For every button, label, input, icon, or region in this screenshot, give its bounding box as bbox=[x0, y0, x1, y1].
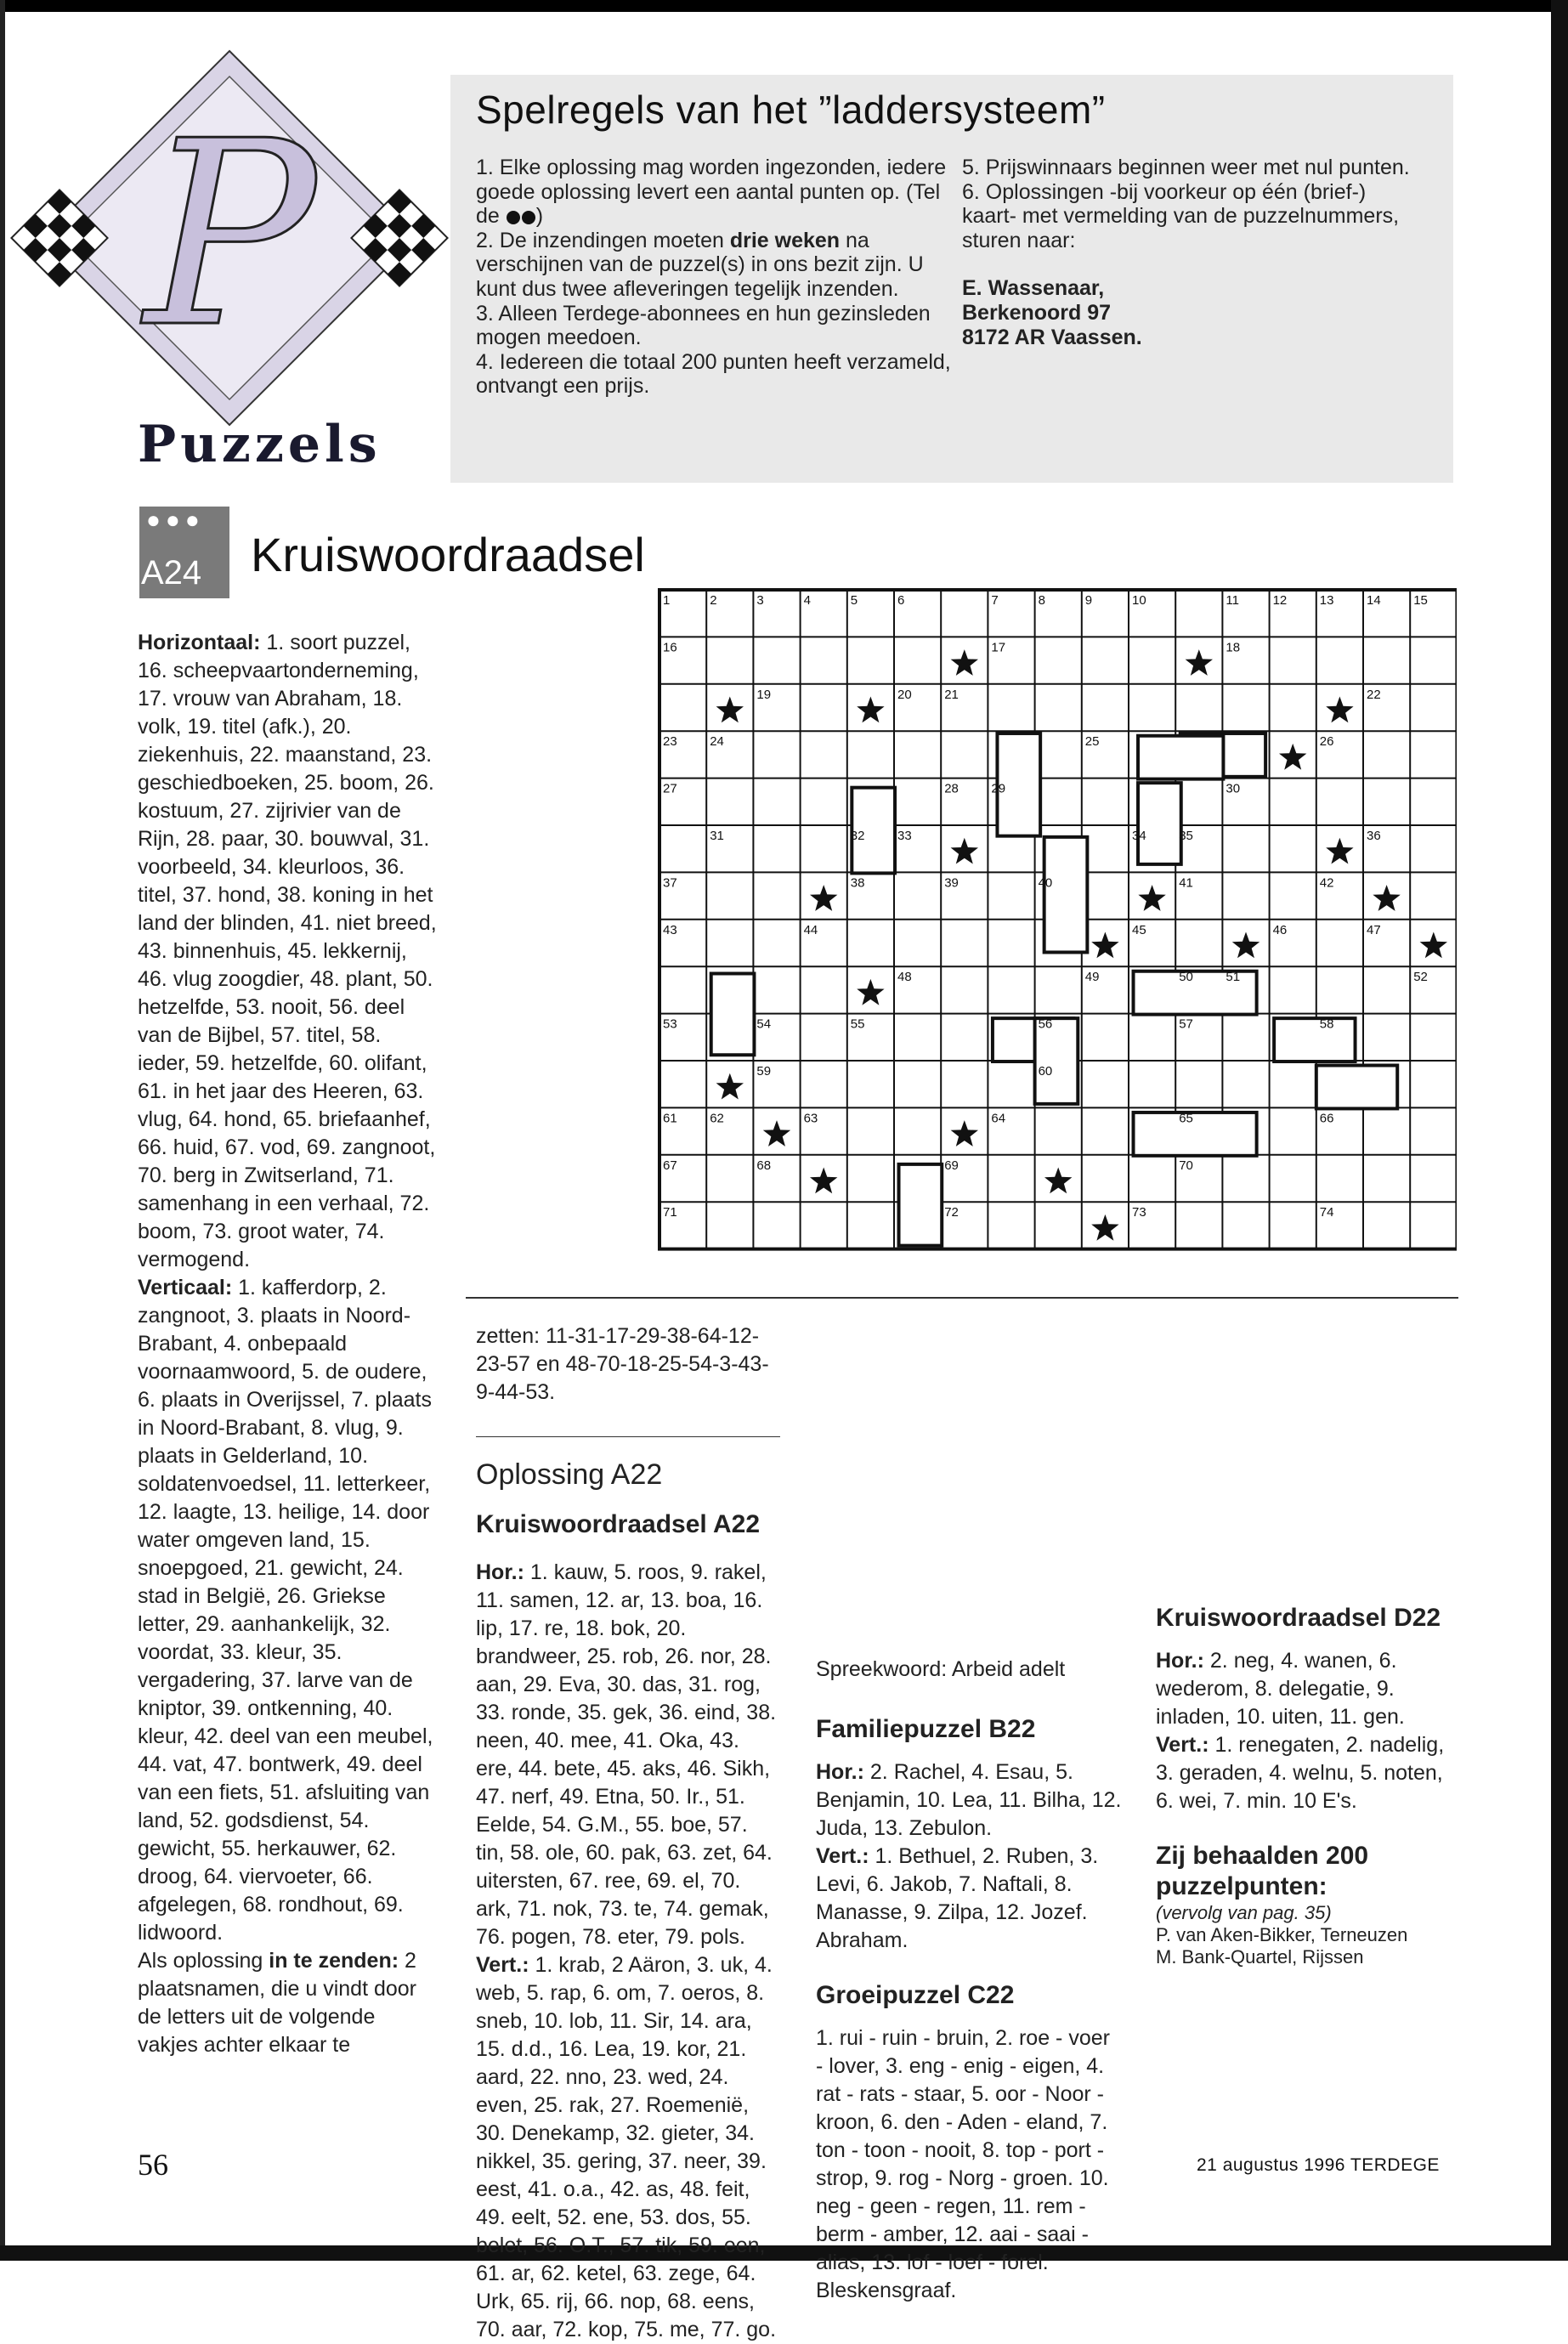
grid-number: 4 bbox=[803, 593, 811, 608]
grid-number: 12 bbox=[1272, 593, 1288, 608]
grid-block bbox=[1134, 1113, 1257, 1156]
winner-entry: P. van Aken-Bikker, Terneuzen bbox=[1156, 1924, 1408, 1945]
grid-number: 58 bbox=[1319, 1016, 1334, 1032]
grid-number: 31 bbox=[710, 829, 724, 843]
grid-block bbox=[1138, 783, 1181, 864]
submission-instructions: Als oplossing in te zenden: 2 plaatsnamen, die u vindt door de letters uit de volgende vakjes achter elkaar te bbox=[138, 1949, 416, 2057]
grid-number: 13 bbox=[1319, 593, 1334, 608]
grid-number: 30 bbox=[1226, 781, 1241, 796]
grid-number: 14 bbox=[1367, 593, 1381, 608]
rule-1: 1. Elke oplossing mag worden ingezonden, iedere goede oplossing levert een aantal punten op. (Tel de ) bbox=[476, 156, 947, 229]
section-divider bbox=[466, 1297, 1458, 1299]
logo-letter-p: P bbox=[144, 87, 316, 383]
grid-number: 17 bbox=[991, 640, 1006, 655]
vertical-clues: Verticaal: 1. kafferdorp, 2. zangnoot, 3. plaats in Noord-Brabant, 4. onbepaald voornaamwoord, 5. de oudere, 6. plaats in Overijssel, 7. plaats in Noord-Brabant, 8. vlug, 9. plaats in Gelderland, 10. soldatenvoedsel, 11. letterkeer, 12. laagte, 13. heilige, 14. door water omgeven land, 15. snoepgoed, 21. gewicht, 24. stad in België, 26. Griekse letter, 29. aanhankelijk, 32. voordat, 33. kleur, 35. vergadering, 37. larve van de kniptor, 39. ontkenning, 40. kleur, 42. deel van een meubel, 44. vat, 47. bontwerk, 49. deel van een fiets, 51. afsluiting van land, 52. godsdienst, 54. gewicht, 55. herkauwer, 62. droog, 64. viervoeter, 66. afgelegen, 68. rondhout, 69. lidwoord. bbox=[138, 1276, 433, 1945]
groei-c22-text: 1. rui - ruin - bruin, 2. roe - voer - lover, 3. eng - enig - eigen, 4. rat - rats - staar, 5. oor - Noor - kroon, 6. den - Aden - eland, 7. ton - toon - nooit, 8. top - port - strop, 9. rog - Norg - groen. 10. neg - geen - regen, 11. rem - berm - amber, 12. aai - saai - alias, 13. lof - loef - forel. Bleskensgraaf. bbox=[816, 2026, 1110, 2302]
grid-number: 67 bbox=[663, 1158, 677, 1173]
logo-wordmark: Puzzels bbox=[138, 415, 382, 474]
solution-column-2 bbox=[816, 1322, 1122, 2305]
rules-column-right bbox=[962, 156, 1412, 349]
grid-number: 34 bbox=[1132, 829, 1146, 843]
crossword-grid bbox=[658, 588, 1457, 1260]
grid-number: 54 bbox=[756, 1016, 772, 1032]
grid-number: 24 bbox=[710, 734, 724, 750]
grid-number: 7 bbox=[991, 593, 999, 608]
grid-number: 11 bbox=[1226, 593, 1239, 608]
puzzle-code: A24 bbox=[141, 554, 202, 592]
rule-4: 4. Iedereen die totaal 200 punten heeft verzameld, ontvangt een prijs. bbox=[476, 349, 951, 399]
fam-b22-vertical: Vert.: 1. Bethuel, 2. Ruben, 3. Levi, 6. Jakob, 7. Naftali, 8. Manasse, 9. Zilpa, 12. Jozef. Abraham. bbox=[816, 1844, 1099, 1952]
grid-number: 49 bbox=[1084, 970, 1100, 985]
grid-number: 27 bbox=[663, 781, 677, 796]
grid-number: 25 bbox=[1084, 734, 1100, 750]
grid-number: 33 bbox=[897, 829, 912, 843]
grid-number: 26 bbox=[1319, 734, 1334, 750]
rule-2: 2. De inzendingen moeten drie weken na verschijnen van de puzzel(s) in ons bezit zijn. U kunt dus twee afleveringen tegelijk inzenden. bbox=[476, 228, 924, 301]
grid-number: 16 bbox=[663, 640, 677, 655]
grid-number: 29 bbox=[991, 781, 1006, 796]
grid-number: 20 bbox=[897, 687, 912, 702]
address-name: E. Wassenaar, bbox=[962, 276, 1105, 301]
winners-note: (vervolg van pag. 35) bbox=[1156, 1902, 1332, 1923]
grid-number: 62 bbox=[710, 1111, 724, 1126]
grid-number: 10 bbox=[1132, 593, 1146, 608]
grid-number: 48 bbox=[897, 970, 912, 985]
grid-number: 1 bbox=[663, 593, 671, 608]
grid-number: 70 bbox=[1179, 1158, 1193, 1173]
grid-number: 74 bbox=[1319, 1205, 1334, 1220]
grid-block bbox=[711, 974, 755, 1056]
grid-number: 21 bbox=[944, 687, 959, 702]
kw-d22-vertical: Vert.: 1. renegaten, 2. nadelig, 3. geraden, 4. welnu, 5. noten, 6. wei, 7. min. 10 E's. bbox=[1156, 1733, 1445, 1813]
rules-box bbox=[450, 75, 1453, 483]
rules-title: Spelregels van het ”laddersysteem” bbox=[476, 88, 1106, 132]
grid-number: 72 bbox=[944, 1205, 959, 1220]
grid-number: 66 bbox=[1319, 1111, 1334, 1126]
grid-number: 38 bbox=[850, 875, 865, 891]
grid-number: 22 bbox=[1367, 687, 1381, 702]
page-number: 56 bbox=[138, 2148, 168, 2182]
kw-a22-horizontal: Hor.: 1. kauw, 5. roos, 9. rakel, 11. samen, 12. ar, 13. boa, 16. lip, 17. re, 18. bok, 20. brandweer, 25. rob, 26. nor, 28. aan, 29. Eva, 30. das, 31. rog, 33. ronde, 35. gek, 36. eind, 38. neen, 40. mee, 41. Oka, 43. ere, 44. bete, 45. aks, 46. Sikh, 47. nerf, 49. Etna, 50. Ir., 51. Eelde, 54. G.M., 55. boe, 57. tin, 58. ole, 60. pak, 63. zet, 64. uitersten, 67. ree, 69. el, 70. ark, 71. nok, 73. te, 74. gemak, 76. pogen, 78. eter, 79. pols. bbox=[476, 1560, 777, 1949]
grid-number: 57 bbox=[1179, 1016, 1193, 1032]
kw-d22-horizontal: Hor.: 2. neg, 4. wanen, 6. wederom, 8. delegatie, 9. inladen, 10. uiten, 11. gen. bbox=[1156, 1649, 1405, 1729]
grid-number: 36 bbox=[1367, 829, 1381, 843]
grid-number: 64 bbox=[991, 1111, 1006, 1126]
grid-number: 52 bbox=[1413, 970, 1428, 985]
grid-number: 42 bbox=[1319, 875, 1334, 891]
dot-icon bbox=[522, 211, 535, 224]
grid-number: 18 bbox=[1226, 640, 1241, 655]
fam-b22-title: Familiepuzzel B22 bbox=[816, 1715, 1036, 1743]
grid-number: 53 bbox=[663, 1016, 677, 1032]
grid-number: 60 bbox=[1038, 1064, 1053, 1079]
grid-number: 23 bbox=[663, 734, 677, 750]
grid-block bbox=[1316, 1066, 1397, 1109]
address-street: Berkenoord 97 bbox=[962, 300, 1112, 325]
puzzle-badge bbox=[139, 507, 229, 598]
grid-number: 28 bbox=[944, 781, 959, 796]
grid-number: 65 bbox=[1179, 1111, 1193, 1126]
rule-5: 5. Prijswinnaars beginnen weer met nul punten. bbox=[962, 156, 1410, 179]
address-city: 8172 AR Vaassen. bbox=[962, 325, 1142, 349]
grid-number: 63 bbox=[803, 1111, 818, 1126]
grid-number: 51 bbox=[1226, 970, 1241, 985]
difficulty-dots: ●●● bbox=[146, 507, 205, 533]
submission-sequence: zetten: 11-31-17-29-38-64-12-23-57 en 48-70-18-25-54-3-43-9-44-53. bbox=[476, 1324, 769, 1404]
grid-block bbox=[1138, 736, 1223, 779]
grid-number: 2 bbox=[710, 593, 717, 608]
kw-a22-saying: Spreekwoord: Arbeid adelt bbox=[816, 1657, 1066, 1681]
winners-title: Zij behaalden 200 puzzelpunten: bbox=[1156, 1842, 1369, 1900]
issue-date: 21 augustus 1996 TERDEGE bbox=[1197, 2155, 1440, 2175]
kw-d22-title: Kruiswoordraadsel D22 bbox=[1156, 1604, 1441, 1632]
puzzle-title: Kruiswoordraadsel bbox=[251, 528, 645, 581]
grid-number: 50 bbox=[1179, 970, 1193, 985]
logo-graphic bbox=[0, 42, 459, 467]
rule-3: 3. Alleen Terdege-abonnees en hun gezinsleden mogen meedoen. bbox=[476, 301, 931, 350]
grid-number: 3 bbox=[756, 593, 764, 608]
grid-number: 59 bbox=[756, 1064, 772, 1079]
grid-number: 39 bbox=[944, 875, 959, 891]
horizontal-clues: Horizontaal: 1. soort puzzel, 16. scheepvaartonderneming, 17. vrouw van Abraham, 18. volk, 19. titel (afk.), 20. ziekenhuis, 22. maanstand, 23. geschiedboeken, 25. boom, 26. kostuum, 27. zijrivier van de Rijn, 28. paar, 30. bouwval, 31. voorbeeld, 34. kleurloos, 36. titel, 37. hond, 38. koning in het land der blinden, 41. niet breed, 43. binnenhuis, 45. lekkernij, 46. vlug zoogdier, 48. plant, 50. hetzelfde, 53. nooit, 56. deel van de Bijbel, 57. titel, 58. ieder, 59. hetzelfde, 60. olifant, 61. in het jaar des Heeren, 63. vlug, 64. hond, 65. briefaanhef, 66. huid, 67. vod, 69. zangnoot, 70. berg in Zwitserland, 71. samenhang in een verhaal, 72. boom, 73. groot water, 74. vermogend. bbox=[138, 631, 437, 1271]
fam-b22-horizontal: Hor.: 2. Rachel, 4. Esau, 5. Benjamin, 10. Lea, 11. Bilha, 12. Juda, 13. Zebulon. bbox=[816, 1760, 1122, 1840]
grid-number: 35 bbox=[1179, 829, 1193, 843]
grid-number: 44 bbox=[803, 922, 818, 937]
grid-block bbox=[1044, 837, 1088, 953]
grid-number: 46 bbox=[1272, 922, 1288, 937]
grid-number: 41 bbox=[1179, 875, 1193, 891]
grid-number: 73 bbox=[1132, 1205, 1146, 1220]
kw-a22-title: Kruiswoordraadsel A22 bbox=[476, 1510, 760, 1538]
rules-column-left bbox=[476, 156, 952, 399]
grid-block bbox=[899, 1164, 942, 1246]
grid-number: 45 bbox=[1132, 922, 1146, 937]
rule-6: 6. Oplossingen -bij voorkeur op één (brief-) kaart- met vermelding van de puzzelnummers, sturen naar: bbox=[962, 179, 1400, 252]
grid-block bbox=[1274, 1018, 1355, 1062]
solution-column-3 bbox=[1156, 1322, 1445, 1968]
grid-number: 56 bbox=[1038, 1016, 1053, 1032]
grid-number: 61 bbox=[663, 1111, 677, 1126]
grid-number: 37 bbox=[663, 875, 677, 891]
winner-entry: M. Bank-Quartel, Rijssen bbox=[1156, 1946, 1364, 1967]
grid-number: 19 bbox=[756, 687, 772, 702]
grid-number: 9 bbox=[1084, 593, 1093, 608]
grid-number: 15 bbox=[1413, 593, 1428, 608]
grid-number: 40 bbox=[1038, 875, 1053, 891]
clues-column bbox=[138, 629, 437, 2059]
solution-heading: Oplossing A22 bbox=[476, 1458, 663, 1491]
solution-column-1 bbox=[476, 1322, 780, 2344]
grid-number: 71 bbox=[663, 1205, 677, 1220]
grid-number: 6 bbox=[897, 593, 905, 608]
grid-number: 8 bbox=[1038, 593, 1045, 608]
grid-number: 69 bbox=[944, 1158, 959, 1173]
grid-number: 5 bbox=[850, 593, 858, 608]
grid-number: 68 bbox=[756, 1158, 772, 1173]
groei-c22-title: Groeipuzzel C22 bbox=[816, 1981, 1015, 2009]
grid-number: 32 bbox=[850, 829, 865, 843]
kw-a22-vertical: Vert.: 1. krab, 2 Aäron, 3. uk, 4. web, 5. rap, 6. om, 7. oeros, 8. sneb, 10. lob, 11. Sir, 14. ara, 15. d.d., 16. Lea, 19. kor, 21. aard, 22. nno, 23. wed, 24. even, 25. rak, 27. Roemenië, 30. Denekamp, 32. gieter, 34. nikkel, 35. gering, 37. neer, 39. eest, 41. o.a., 42. as, 48. feit, 49. eelt, 52. ene, 53. dos, 55. belet, 56. O.T., 57. tik, 59. een, 61. ar, 62. ketel, 63. zege, 64. Urk, 65. rij, 66. nop, 68. eens, 70. aar, 72. kop, 75. me, 77. go. bbox=[476, 1953, 777, 2341]
dot-icon bbox=[507, 211, 520, 224]
grid-number: 55 bbox=[850, 1016, 865, 1032]
grid-number: 47 bbox=[1367, 922, 1381, 937]
grid-number: 43 bbox=[663, 922, 677, 937]
